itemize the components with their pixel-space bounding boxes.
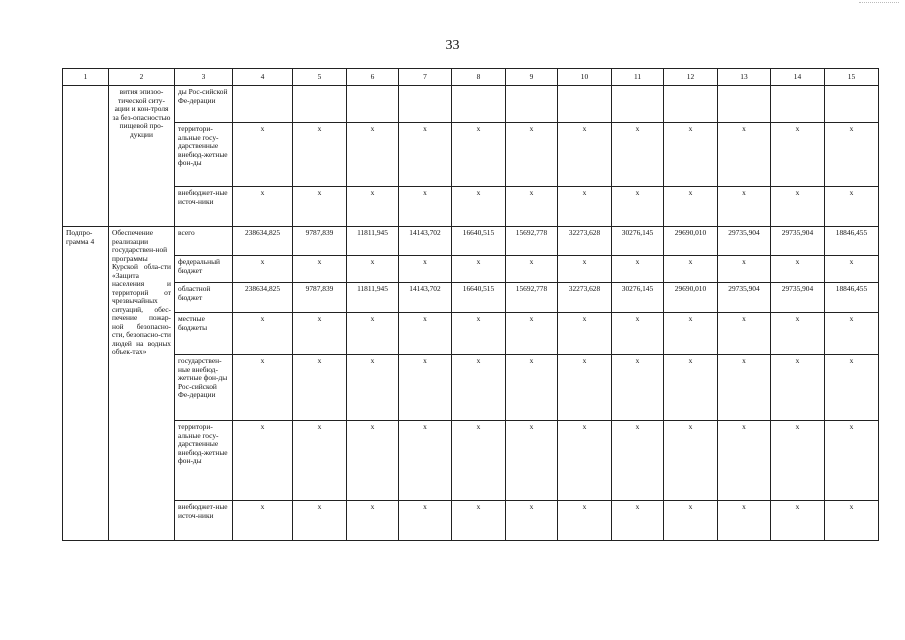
table-row	[63, 227, 879, 256]
header-cell: 10	[558, 69, 612, 86]
funding-source-label: федеральный бюджет	[175, 256, 233, 283]
value-cell: х	[452, 256, 506, 283]
value-cell	[399, 86, 452, 123]
header-cell: 5	[293, 69, 347, 86]
value-cell: х	[293, 421, 347, 501]
table-row	[63, 86, 879, 123]
value-cell: х	[347, 313, 399, 355]
value-cell: х	[293, 256, 347, 283]
value-cell: х	[506, 421, 558, 501]
value-cell: х	[233, 501, 293, 541]
value-cell: х	[293, 123, 347, 187]
header-cell: 13	[718, 69, 771, 86]
value-cell: х	[558, 501, 612, 541]
value-cell: 29735,904	[771, 283, 825, 313]
value-cell: х	[612, 421, 664, 501]
value-cell: х	[771, 355, 825, 421]
value-cell	[825, 86, 879, 123]
value-cell	[612, 86, 664, 123]
funding-source-label: всего	[175, 227, 233, 256]
value-cell: х	[293, 355, 347, 421]
value-cell: х	[825, 421, 879, 501]
value-cell: х	[452, 501, 506, 541]
value-cell: х	[558, 187, 612, 227]
header-cell: 14	[771, 69, 825, 86]
value-cell: х	[718, 256, 771, 283]
value-cell: 18846,455	[825, 283, 879, 313]
value-cell: х	[825, 187, 879, 227]
value-cell: х	[506, 256, 558, 283]
value-cell: х	[612, 313, 664, 355]
section-description: вития эпизоо-тической ситу-ации и кон-троля за без-опасностью пищевой про-дукции	[109, 86, 175, 227]
value-cell: х	[399, 501, 452, 541]
value-cell	[664, 86, 718, 123]
value-cell: х	[664, 355, 718, 421]
value-cell: х	[718, 187, 771, 227]
table-row	[63, 313, 879, 355]
value-cell	[293, 86, 347, 123]
value-cell: х	[771, 313, 825, 355]
value-cell: х	[771, 256, 825, 283]
value-cell: 32273,628	[558, 283, 612, 313]
value-cell: х	[452, 355, 506, 421]
value-cell	[506, 86, 558, 123]
funding-source-label: государствен-ные внебюд-жетные фон-ды Рос-сийской Фе-дерации	[175, 355, 233, 421]
value-cell: х	[718, 355, 771, 421]
table-row	[63, 355, 879, 421]
value-cell: х	[506, 313, 558, 355]
header-cell: 11	[612, 69, 664, 86]
funding-source-label: территори-альные госу-дарственные внебюд-жетные фон-ды	[175, 421, 233, 501]
value-cell: х	[452, 421, 506, 501]
value-cell: 29690,010	[664, 227, 718, 256]
value-cell: х	[452, 313, 506, 355]
value-cell: х	[771, 187, 825, 227]
header-cell: 6	[347, 69, 399, 86]
value-cell: 15692,778	[506, 283, 558, 313]
value-cell: 14143,702	[399, 227, 452, 256]
value-cell: 11811,945	[347, 283, 399, 313]
value-cell: х	[558, 256, 612, 283]
table-body	[63, 86, 879, 541]
value-cell: х	[506, 501, 558, 541]
value-cell: х	[233, 355, 293, 421]
value-cell: х	[233, 187, 293, 227]
value-cell: 9787,839	[293, 283, 347, 313]
header-cell: 4	[233, 69, 293, 86]
header-row	[63, 69, 879, 86]
value-cell	[558, 86, 612, 123]
header-cell: 8	[452, 69, 506, 86]
value-cell: х	[718, 123, 771, 187]
value-cell: х	[825, 355, 879, 421]
funding-source-label: внебюджет-ные источ-ники	[175, 501, 233, 541]
value-cell: х	[233, 256, 293, 283]
value-cell: х	[347, 355, 399, 421]
value-cell: х	[399, 187, 452, 227]
value-cell: 14143,702	[399, 283, 452, 313]
value-cell: х	[612, 355, 664, 421]
table-row	[63, 421, 879, 501]
value-cell: х	[612, 256, 664, 283]
header-cell: 7	[399, 69, 452, 86]
value-cell: 16640,515	[452, 227, 506, 256]
value-cell: 30276,145	[612, 227, 664, 256]
value-cell: х	[399, 355, 452, 421]
value-cell: х	[347, 123, 399, 187]
funding-source-label: областной бюджет	[175, 283, 233, 313]
budget-table	[62, 68, 879, 541]
value-cell	[233, 86, 293, 123]
value-cell: х	[825, 123, 879, 187]
value-cell: х	[347, 187, 399, 227]
table-row	[63, 123, 879, 187]
value-cell: х	[233, 123, 293, 187]
funding-source-label: местные бюджеты	[175, 313, 233, 355]
value-cell: х	[293, 501, 347, 541]
value-cell: 18846,455	[825, 227, 879, 256]
value-cell	[771, 86, 825, 123]
table-row	[63, 256, 879, 283]
value-cell: х	[664, 501, 718, 541]
value-cell: х	[664, 123, 718, 187]
value-cell: х	[612, 187, 664, 227]
value-cell: х	[399, 256, 452, 283]
page-number: 33	[445, 38, 460, 53]
value-cell: х	[399, 421, 452, 501]
value-cell: х	[771, 123, 825, 187]
value-cell: х	[452, 123, 506, 187]
value-cell: х	[399, 313, 452, 355]
value-cell: х	[558, 313, 612, 355]
value-cell: 29690,010	[664, 283, 718, 313]
header-cell: 3	[175, 69, 233, 86]
value-cell: 29735,904	[771, 227, 825, 256]
value-cell: х	[825, 256, 879, 283]
value-cell: х	[664, 187, 718, 227]
value-cell: х	[506, 355, 558, 421]
value-cell: х	[558, 123, 612, 187]
value-cell: х	[718, 501, 771, 541]
value-cell: х	[558, 421, 612, 501]
value-cell: х	[718, 313, 771, 355]
funding-source-label: внебюджет-ные источ-ники	[175, 187, 233, 227]
value-cell: х	[664, 313, 718, 355]
header-cell: 1	[63, 69, 109, 86]
table-row	[63, 187, 879, 227]
value-cell: 32273,628	[558, 227, 612, 256]
value-cell: х	[293, 313, 347, 355]
value-cell: х	[399, 123, 452, 187]
value-cell: х	[506, 187, 558, 227]
value-cell	[347, 86, 399, 123]
value-cell: х	[825, 313, 879, 355]
table-row	[63, 501, 879, 541]
value-cell: х	[233, 313, 293, 355]
header-cell: 12	[664, 69, 718, 86]
value-cell: х	[558, 355, 612, 421]
value-cell: 29735,904	[718, 227, 771, 256]
value-cell: х	[612, 501, 664, 541]
value-cell: 238634,825	[233, 227, 293, 256]
value-cell: х	[664, 256, 718, 283]
value-cell: х	[347, 501, 399, 541]
value-cell: 9787,839	[293, 227, 347, 256]
funding-source-label: ды Рос-сийской Фе-дерации	[175, 86, 233, 123]
subprogram-description: Обеспечение реализации государствен-ной программы Курской обла-сти «Защита населения и территорий от чрезвычайных ситуаций, обес-печение пожар-ной безопасно-сти, безопасно-сти людей на водных объек-тах»	[109, 227, 175, 541]
value-cell	[452, 86, 506, 123]
value-cell: х	[347, 421, 399, 501]
scan-mark	[859, 2, 899, 4]
header-cell: 9	[506, 69, 558, 86]
funding-source-label: территори-альные госу-дарственные внебюд-жетные фон-ды	[175, 123, 233, 187]
value-cell: х	[771, 421, 825, 501]
value-cell: х	[347, 256, 399, 283]
value-cell: х	[506, 123, 558, 187]
value-cell: х	[293, 187, 347, 227]
value-cell: х	[612, 123, 664, 187]
value-cell: 16640,515	[452, 283, 506, 313]
value-cell: х	[452, 187, 506, 227]
section-cell-empty	[63, 86, 109, 227]
value-cell: х	[718, 421, 771, 501]
header-cell: 15	[825, 69, 879, 86]
table-row	[63, 283, 879, 313]
value-cell: 11811,945	[347, 227, 399, 256]
header-cell: 2	[109, 69, 175, 86]
value-cell: х	[825, 501, 879, 541]
value-cell: 15692,778	[506, 227, 558, 256]
value-cell: х	[233, 421, 293, 501]
value-cell: 238634,825	[233, 283, 293, 313]
subprogram-name: Подпро-грамма 4	[63, 227, 109, 541]
value-cell: х	[771, 501, 825, 541]
value-cell: 30276,145	[612, 283, 664, 313]
value-cell	[718, 86, 771, 123]
value-cell: 29735,904	[718, 283, 771, 313]
value-cell: х	[664, 421, 718, 501]
